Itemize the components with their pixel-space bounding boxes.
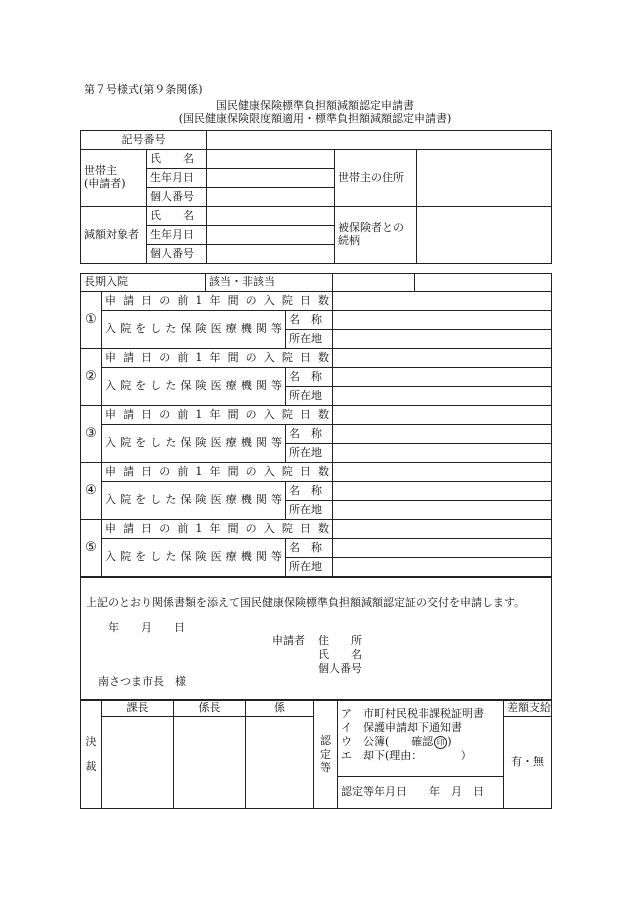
days-label: 申請日の前1年間の入院日数 — [102, 463, 333, 482]
target-name-field[interactable] — [207, 207, 335, 226]
staff-label: 係 — [246, 701, 314, 717]
institution-label: 入院をした保険医療機関等 — [102, 482, 286, 520]
institution-name-label: 名 称 — [286, 539, 333, 558]
entry-number: ③ — [81, 406, 102, 463]
application-statement: 上記のとおり関係書類を添えて国民健康保険標準負担額減額認定証の交付を申請します。 — [86, 596, 526, 609]
section-chief-seal-field[interactable] — [102, 717, 174, 809]
institution-label: 入院をした保険医療機関等 — [102, 368, 286, 406]
record-number-field[interactable] — [207, 131, 552, 150]
option-a[interactable]: ア 市町村民税非課税証明書 — [341, 707, 484, 720]
entry-number: ⑤ — [81, 520, 102, 577]
institution-location-field[interactable] — [333, 501, 552, 520]
institution-name-field[interactable] — [333, 311, 552, 330]
applicant-address-label: 住 所 — [318, 634, 362, 647]
target-personal-no-label: 個人番号 — [147, 245, 207, 264]
application-date[interactable]: 年 月 日 — [108, 621, 185, 634]
addressee: 南さつま市長 様 — [98, 675, 186, 688]
form-subtitle: (国民健康保険限度額適用・標準負担額減額認定申請書) — [178, 112, 452, 125]
institution-label: 入院をした保険医療機関等 — [102, 425, 286, 463]
householder-birth-label: 生年月日 — [147, 169, 207, 188]
hospitalization-table — [80, 273, 552, 577]
days-field[interactable] — [333, 349, 552, 368]
institution-location-field[interactable] — [333, 330, 552, 349]
institution-name-label: 名 称 — [286, 482, 333, 501]
entry-number: ① — [81, 292, 102, 349]
householder-address-label: 世帯主の住所 — [335, 150, 417, 207]
days-field[interactable] — [333, 406, 552, 425]
sub-chief-label: 係長 — [174, 701, 246, 717]
days-field[interactable] — [333, 520, 552, 539]
seal-mark: 印 — [434, 736, 447, 749]
form-number: 第７号様式(第９条関係) — [84, 83, 203, 96]
days-field[interactable] — [333, 463, 552, 482]
institution-location-field[interactable] — [333, 387, 552, 406]
institution-location-label: 所在地 — [286, 387, 333, 406]
householder-label: 世帯主 (申請者) — [81, 150, 147, 207]
record-number-label: 記号番号 — [81, 131, 207, 150]
institution-location-field[interactable] — [333, 444, 552, 463]
householder-name-label: 氏 名 — [147, 150, 207, 169]
entry-number: ② — [81, 349, 102, 406]
applicant-personal-no-label: 個人番号 — [318, 662, 362, 675]
option-e[interactable]: エ 却下(理由： ） — [341, 748, 472, 762]
long-stay-blank — [333, 274, 415, 292]
applicant-table — [80, 130, 552, 264]
institution-location-label: 所在地 — [286, 330, 333, 349]
householder-personal-no-label: 個人番号 — [147, 188, 207, 207]
form-title: 国民健康保険標準負担額減額認定申請書 — [216, 99, 414, 112]
staff-seal-field[interactable] — [246, 717, 314, 809]
institution-location-field[interactable] — [333, 558, 552, 577]
institution-name-label: 名 称 — [286, 368, 333, 387]
entry-number: ④ — [81, 463, 102, 520]
long-stay-blank-2 — [415, 274, 552, 292]
target-birth-label: 生年月日 — [147, 226, 207, 245]
institution-name-field[interactable] — [333, 425, 552, 444]
office-table — [80, 700, 552, 809]
days-label: 申請日の前1年間の入院日数 — [102, 406, 333, 425]
institution-name-label: 名 称 — [286, 425, 333, 444]
householder-name-field[interactable] — [207, 150, 335, 169]
days-label: 申請日の前1年間の入院日数 — [102, 292, 333, 311]
diff-payment-label: 差額支給 — [504, 701, 552, 717]
applicant-label: 申請者 — [272, 634, 305, 647]
sub-chief-seal-field[interactable] — [174, 717, 246, 809]
days-label: 申請日の前1年間の入院日数 — [102, 520, 333, 539]
householder-birth-field[interactable] — [207, 169, 335, 188]
days-field[interactable] — [333, 292, 552, 311]
target-name-label: 氏 名 — [147, 207, 207, 226]
householder-address-field[interactable] — [417, 150, 552, 207]
institution-location-label: 所在地 — [286, 444, 333, 463]
diff-payment-yes-no[interactable]: 有・無 — [504, 717, 552, 809]
long-stay-label: 長期入院 — [81, 274, 206, 292]
certification-label: 認 定 等 — [314, 701, 338, 809]
householder-personal-no-field[interactable] — [207, 188, 335, 207]
days-label: 申請日の前1年間の入院日数 — [102, 349, 333, 368]
institution-name-field[interactable] — [333, 482, 552, 501]
approval-label: 決 裁 — [81, 701, 102, 809]
target-birth-field[interactable] — [207, 226, 335, 245]
institution-name-field[interactable] — [333, 539, 552, 558]
certification-date[interactable]: 認定等年月日 年 月 日 — [338, 777, 504, 809]
section-chief-label: 課長 — [102, 701, 174, 717]
relation-label: 被保険者との続柄 — [335, 207, 417, 264]
institution-name-label: 名 称 — [286, 311, 333, 330]
institution-label: 入院をした保険医療機関等 — [102, 539, 286, 577]
option-i[interactable]: イ 保護申請却下通知書 — [341, 720, 462, 734]
certification-options — [338, 701, 504, 777]
target-person-label: 減額対象者 — [81, 207, 147, 264]
target-personal-no-field[interactable] — [207, 245, 335, 264]
institution-location-label: 所在地 — [286, 501, 333, 520]
long-stay-applicable[interactable]: 該当・非該当 — [206, 274, 333, 292]
applicant-name-label: 氏 名 — [318, 648, 362, 661]
institution-name-field[interactable] — [333, 368, 552, 387]
institution-location-label: 所在地 — [286, 558, 333, 577]
relation-field[interactable] — [417, 207, 552, 264]
option-u[interactable]: ウ 公簿( 確認 印 ) — [341, 734, 452, 748]
institution-label: 入院をした保険医療機関等 — [102, 311, 286, 349]
